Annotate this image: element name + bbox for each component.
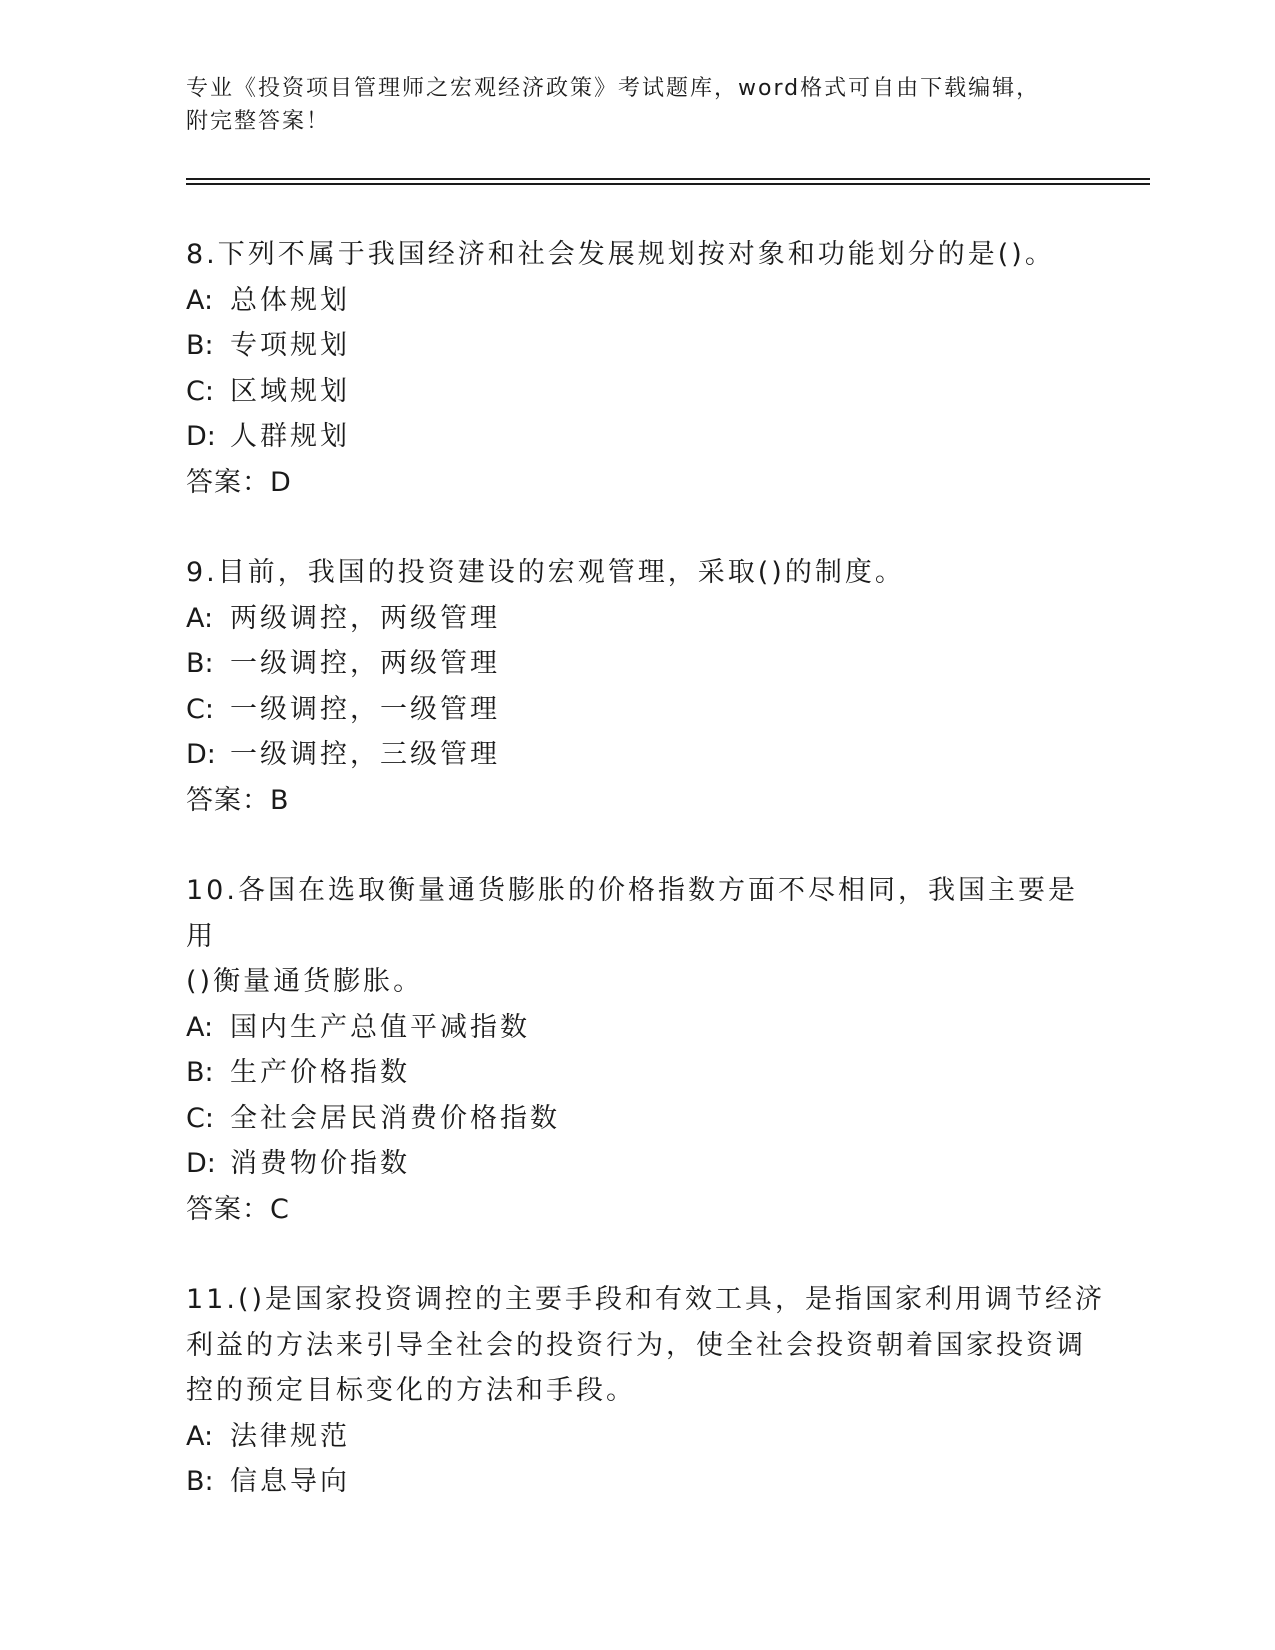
answer-value: B	[270, 784, 290, 816]
option-text: 生产价格指数	[230, 1057, 410, 1088]
option-text: 一级调控，三级管理	[230, 739, 500, 770]
question-text: 8.下列不属于我国经济和社会发展规划按对象和功能划分的是()。	[186, 239, 1055, 270]
option-letter: C:	[186, 693, 214, 725]
answer-label: 答案：	[186, 466, 270, 498]
question-8	[186, 232, 1106, 505]
option-text: 区域规划	[230, 375, 350, 407]
option-text: 总体规划	[230, 284, 350, 316]
option-text: 一级调控，两级管理	[230, 648, 500, 679]
option-a	[186, 278, 1106, 324]
option-letter: B:	[186, 1057, 214, 1088]
option-a	[186, 596, 1106, 642]
question-text-line: 控的预定目标变化的方法和手段。	[186, 1375, 636, 1406]
option-letter: A:	[186, 1420, 214, 1452]
option-text: 人群规划	[230, 421, 350, 452]
option-letter: D:	[186, 739, 216, 770]
question-11	[186, 1277, 1106, 1505]
option-c	[186, 687, 1106, 733]
question-9	[186, 550, 1106, 823]
question-list	[186, 232, 1106, 1550]
option-letter: A:	[186, 284, 214, 316]
question-text-line: ()衡量通货膨胀。	[186, 966, 424, 997]
option-letter: A:	[186, 602, 214, 634]
header-divider-top	[186, 178, 1150, 180]
option-text: 一级调控，一级管理	[230, 693, 500, 725]
option-letter: B:	[186, 648, 214, 679]
option-b	[186, 323, 1106, 369]
answer	[186, 460, 1106, 506]
option-a	[186, 1005, 1106, 1051]
header-divider-bottom	[186, 183, 1150, 185]
option-text: 法律规范	[230, 1420, 350, 1452]
option-b	[186, 1050, 1106, 1096]
option-a	[186, 1414, 1106, 1460]
option-text: 消费物价指数	[230, 1148, 410, 1179]
option-text: 两级调控，两级管理	[230, 602, 500, 634]
option-b	[186, 641, 1106, 687]
option-text: 信息导向	[230, 1466, 350, 1497]
option-b	[186, 1459, 1106, 1505]
option-letter: D:	[186, 1148, 216, 1179]
option-letter: D:	[186, 421, 216, 452]
header-line-1: 专业《投资项目管理师之宏观经济政策》考试题库，word格式可自由下载编辑，	[186, 76, 1041, 101]
option-letter: B:	[186, 330, 214, 361]
option-c	[186, 369, 1106, 415]
option-c	[186, 1096, 1106, 1142]
option-letter: C:	[186, 1102, 214, 1134]
question-text-line: 11.()是国家投资调控的主要手段和有效工具，是指国家利用调节经济	[186, 1284, 1106, 1315]
answer	[186, 778, 1106, 824]
answer-label: 答案：	[186, 1193, 270, 1225]
option-text: 专项规划	[230, 330, 350, 361]
option-text: 国内生产总值平减指数	[230, 1011, 530, 1043]
question-text-line: 利益的方法来引导全社会的投资行为，使全社会投资朝着国家投资调	[186, 1329, 1086, 1361]
question-10	[186, 868, 1106, 1232]
option-d	[186, 732, 1106, 778]
option-letter: B:	[186, 1466, 214, 1497]
option-d	[186, 1141, 1106, 1187]
answer	[186, 1187, 1106, 1233]
option-text: 全社会居民消费价格指数	[230, 1102, 560, 1134]
option-letter: C:	[186, 375, 214, 407]
header-line-2: 附完整答案！	[186, 109, 331, 134]
answer-value: C	[270, 1193, 290, 1225]
question-text: 9.目前，我国的投资建设的宏观管理，采取()的制度。	[186, 557, 905, 588]
document-header	[186, 72, 1086, 138]
answer-label: 答案：	[186, 784, 270, 816]
question-text-line: 10.各国在选取衡量通货膨胀的价格指数方面不尽相同，我国主要是用	[186, 875, 1078, 952]
answer-value: D	[270, 466, 292, 498]
option-letter: A:	[186, 1011, 214, 1043]
option-d	[186, 414, 1106, 460]
